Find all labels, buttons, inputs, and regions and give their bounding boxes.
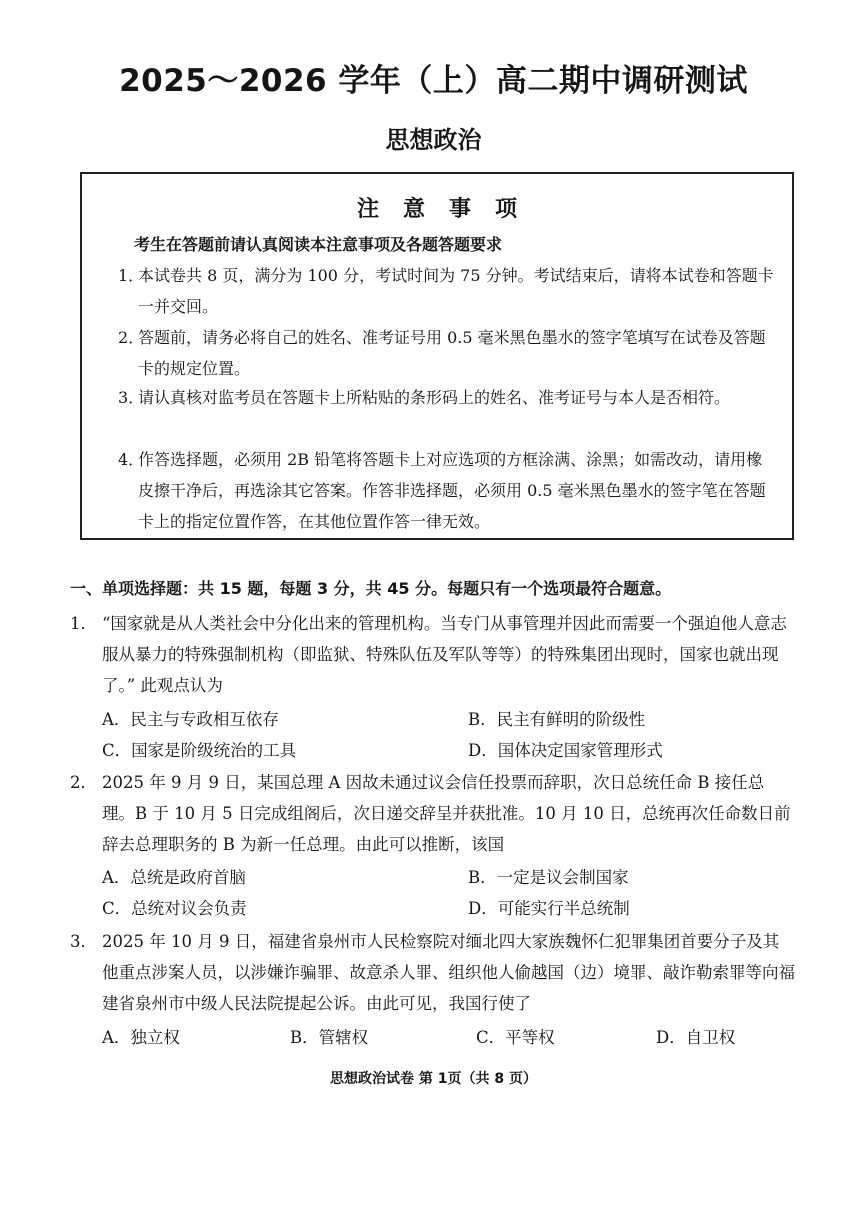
question-stem (70, 767, 795, 860)
option-c: C．平等权 (476, 1028, 555, 1047)
option-d: D．自卫权 (656, 1028, 736, 1047)
notice-item-number: 1． (118, 266, 145, 285)
question-text: “国家就是从人类社会中分化出来的管理机构。当专门从事管理并因此而需要一个强迫他人意志服从暴力的特殊强制机构（即监狱、特殊队伍及军队等等）的特殊集团出现时，国家也就出现了。” 此观点认为 (102, 614, 787, 695)
notice-item-text: 答题前，请务必将自己的姓名、准考证号用 0.5 毫米黑色墨水的签字笔填写在试卷及答题卡的规定位置。 (138, 328, 766, 378)
notice-item-text: 本试卷共 8 页，满分为 100 分，考试时间为 75 分钟。考试结束后，请将本试卷和答题卡一并交回。 (138, 266, 774, 316)
notice-item (118, 260, 778, 322)
notice-intro: 考生在答题前请认真阅读本注意事项及各题答题要求 (134, 235, 503, 254)
notice-item-number: 3． (118, 388, 145, 407)
question-number: 3． (70, 932, 97, 951)
option-b: B．一定是议会制国家 (468, 868, 629, 887)
exam-title: 2025～2026 学年（上）高二期中调研测试 (119, 63, 748, 99)
subject-title: 思想政治 (385, 126, 482, 154)
question-text: 2025 年 9 月 9 日，某国总理 A 因故未通过议会信任投票而辞职，次日总统任命 B 接任总理。B 于 10 月 5 日完成组阁后，次日递交辞呈并获批准。10 月 10 日，总统再次任命数日前辞去总理职务的 B 为新一任总理。由此可以推断，该国 (102, 773, 791, 854)
option-a: A．民主与专政相互依存 (102, 710, 279, 729)
option-b: B．管辖权 (290, 1028, 369, 1047)
option-d: D．可能实行半总统制 (468, 899, 630, 918)
question-stem (70, 608, 795, 701)
notice-item (118, 444, 778, 537)
question-number: 2． (70, 773, 97, 792)
notice-item-number: 4． (118, 450, 145, 469)
question-stem (70, 926, 795, 1019)
page-footer: 思想政治试卷 第 1页（共 8 页） (330, 1071, 537, 1087)
option-d: D．国体决定国家管理形式 (468, 741, 663, 760)
notice-item-text: 请认真核对监考员在答题卡上所粘贴的条形码上的姓名、准考证号与本人是否相符。 (138, 388, 731, 407)
option-c: C．总统对议会负责 (102, 899, 247, 918)
question-number: 1． (70, 614, 97, 633)
option-a: A．独立权 (102, 1028, 180, 1047)
option-c: C．国家是阶级统治的工具 (102, 741, 297, 760)
option-a: A．总统是政府首脑 (102, 868, 246, 887)
notice-item (118, 382, 778, 413)
option-b: B．民主有鲜明的阶级性 (468, 710, 646, 729)
notice-item (118, 322, 778, 384)
notice-item-text: 作答选择题，必须用 2B 铅笔将答题卡上对应选项的方框涂满、涂黑；如需改动，请用橡皮擦干净后，再选涂其它答案。作答非选择题，必须用 0.5 毫米黑色墨水的签字笔在答题卡上的指定位置作答，在其他位置作答一律无效。 (138, 450, 766, 531)
question-text: 2025 年 10 月 9 日，福建省泉州市人民检察院对缅北四大家族魏怀仁犯罪集团首要分子及其他重点涉案人员，以涉嫌诈骗罪、故意杀人罪、组织他人偷越国（边）境罪、敲诈勒索罪等向福建省泉州市中级人民法院提起公诉。由此可见，我国行使了 (102, 932, 795, 1013)
notice-item-number: 2． (118, 328, 145, 347)
section-heading: 一、单项选择题：共 15 题，每题 3 分，共 45 分。每题只有一个选项最符合题意。 (70, 579, 672, 598)
notice-box (80, 172, 794, 540)
notice-title: 注意事项 (356, 197, 541, 222)
